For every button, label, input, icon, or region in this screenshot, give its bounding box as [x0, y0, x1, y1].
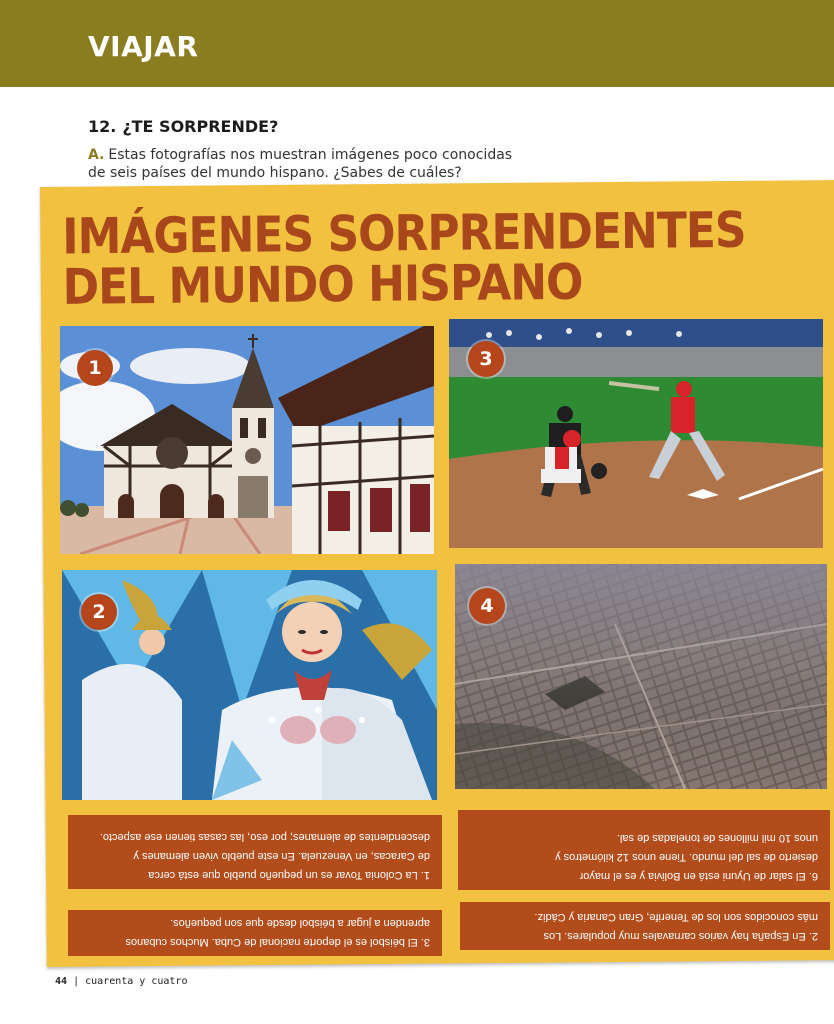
caption-beisbol	[68, 910, 442, 956]
page-footer	[55, 976, 187, 987]
caption-colonia-tovar	[68, 815, 442, 889]
photo-number-badge-3: 3	[468, 341, 504, 377]
photo-beisbol-cuba	[449, 319, 823, 548]
caption-carnavales	[460, 902, 830, 950]
caption-salar-de-uyuni	[458, 810, 830, 890]
photo-colonia-tovar	[60, 326, 434, 554]
task-instructions	[88, 146, 518, 182]
photo-number-badge-4: 4	[469, 588, 505, 624]
photo-carnaval-espana	[62, 570, 437, 800]
task-number: 12.	[88, 117, 117, 136]
caption-1-line-1: 1. La Colonia Tovar es un pequeño pueblo que está cerca	[148, 869, 430, 881]
page-number-words: | cuarenta y cuatro	[73, 976, 188, 987]
headline-line-1: IMÁGENES SORPRENDENTES	[61, 201, 746, 266]
task-title: ¿TE SORPRENDE?	[122, 117, 279, 136]
caption-1-line-2: de Caracas, en Venezuela. En este pueblo viven alemanes y	[133, 850, 430, 862]
photo-number-badge-2: 2	[81, 594, 117, 630]
caption-6-line-1: 6. El salar de Uyuni está en Bolivia y es el mayor	[579, 870, 818, 882]
caption-1-line-3: descendientes de alemanes; por eso, las casas tienen ese aspecto.	[99, 831, 430, 843]
baseball-game-photo-icon	[449, 319, 823, 548]
section-title: VIAJAR	[88, 30, 199, 63]
instruction-line-2: de seis países del mundo hispano. ¿Sabes de cuáles?	[88, 165, 462, 181]
photo-number-badge-1: 1	[77, 350, 113, 386]
instruction-letter: A.	[88, 147, 105, 163]
caption-6-line-2: desierto de sal del mundo. Tiene unos 12 kilómetros y	[555, 851, 818, 863]
page-number: 44	[55, 976, 68, 987]
photo-vista-aerea	[455, 564, 827, 789]
instruction-line-1: Estas fotografías nos muestran imágenes poco conocidas	[108, 147, 513, 163]
caption-3-line-1: 3. El béisbol es el deporte nacional de Cuba. Muchos cubanos	[125, 936, 430, 948]
caption-6-line-3: unos 10 mil millones de toneladas de sal.	[616, 832, 818, 844]
caption-2-line-2: más conocidos son los de Tenerife, Gran Canaria y Cádiz.	[534, 911, 818, 923]
caption-2-line-1: 2. En España hay varios carnavales muy populares. Los	[543, 930, 818, 942]
aerial-city-photo-icon	[455, 564, 827, 789]
headline-line-2: DEL MUNDO HISPANO	[62, 253, 583, 317]
carnival-dancer-photo-icon	[62, 570, 437, 800]
half-timbered-church-photo-icon	[60, 326, 434, 554]
board-headline	[61, 201, 746, 317]
caption-3-line-2: aprenden a jugar a béisbol desde que son pequeños.	[170, 917, 430, 929]
task-heading	[88, 117, 278, 136]
section-header-bar	[0, 0, 834, 87]
